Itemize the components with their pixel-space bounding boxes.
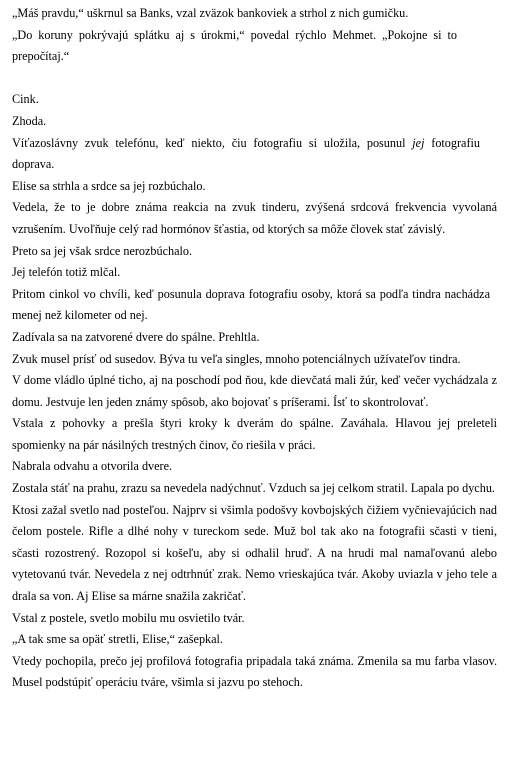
paragraph-12: Zvuk musel prísť od susedov. Býva tu veľa singles, mnoho potenciálnych užívateľov tindra. bbox=[12, 351, 461, 366]
paragraph-15: Nabrala odvahu a otvorila dvere. bbox=[12, 459, 173, 474]
paragraph-20: Vtedy pochopila, prečo jej profilová fotografia pripadala taká známa. Zmenila sa mu farba vlasov. Musel podstúpiť operáciu tváre, všimla si jazvu po stehoch. bbox=[12, 653, 497, 690]
paragraph-16: Zostala stáť na prahu, zrazu sa nevedela nadýchnuť. Vzduch sa jej celkom stratil. Lapala po dychu. bbox=[12, 481, 495, 496]
paragraph-19: „A tak sme sa opäť stretli, Elise,“ zašepkal. bbox=[12, 632, 223, 647]
paragraph-6: Elise sa strhla a srdce sa jej rozbúchalo. bbox=[12, 178, 206, 193]
paragraph-4: Zhoda. bbox=[12, 113, 47, 128]
paragraph-13: V dome vládlo úplné ticho, aj na poschodí pod ňou, kde dievčatá mali žúr, keď večer vychádzala z domu. Jestvuje len jeden známy spôsob, ako bojovať s príšerami. Ísť to skontrolovať. bbox=[12, 373, 497, 409]
paragraph-7: Vedela, že to je dobre známa reakcia na zvuk tinderu, zvýšená srdcová frekvencia vyvolaná vzrušením. Uvoľňuje celý rad hormónov šťastia, od ktorých sa môže človek stať závislý. bbox=[12, 200, 497, 236]
paragraph-3: Cink. bbox=[12, 92, 39, 107]
paragraph-17: Ktosi zažal svetlo nad posteľou. Najprv si všimla podošvy kovbojských čižiem vyčnievajúcich nad čelom postele. Rifle a dlhé nohy v tureckom sede. Muž bol tak ako na fotografii sčasti v tieni, sčasti rozostrený. Rozopol si košeľu, aby si odhalil hruď. A na hrudi mal namaľovanú alebo vytetovanú tvár. Nevedela z nej odtrhnúť zrak. Nemo vrieskajúca tvár. Akoby uviazla v jeho tele a drala sa von. Aj Elise sa márne snažila zakričať. bbox=[12, 502, 497, 604]
paragraph-0: „Máš pravdu,“ uškrnul sa Banks, vzal zväzok bankoviek a strhol z nich gumičku. bbox=[12, 6, 409, 20]
paragraph-8: Preto sa jej však srdce nerozbúchalo. bbox=[12, 243, 193, 258]
paragraph-9: Jej telefón totiž mlčal. bbox=[12, 265, 121, 280]
paragraph-14: Vstala z pohovky a prešla štyri kroky k dverám do spálne. Zaváhala. Hlavou jej preleteli spomienky na pár násilných trestných činov, čo riešila v práci. bbox=[12, 416, 497, 452]
paragraph-1: „Do koruny pokrývajú splátku aj s úrokmi,“ povedal rýchlo Mehmet. „Pokojne si to prepočítaj.“ bbox=[12, 27, 457, 64]
paragraph-11: Zadívala sa na zatvorené dvere do spálne. Prehltla. bbox=[12, 329, 260, 344]
paragraph-10: Pritom cinkol vo chvíli, keď posunula doprava fotografiu osoby, ktorá sa podľa tindra nachádza menej než kilometer od nej. bbox=[12, 286, 490, 323]
paragraph-5: Víťazoslávny zvuk telefónu, keď niekto, čiu fotografiu si uložila, posunul jej fotografiu doprava. bbox=[12, 135, 481, 172]
emphasis: jej bbox=[412, 135, 425, 150]
paragraph-18: Vstal z postele, svetlo mobilu mu osvietilo tvár. bbox=[12, 610, 245, 625]
paragraph-blank bbox=[12, 68, 509, 90]
